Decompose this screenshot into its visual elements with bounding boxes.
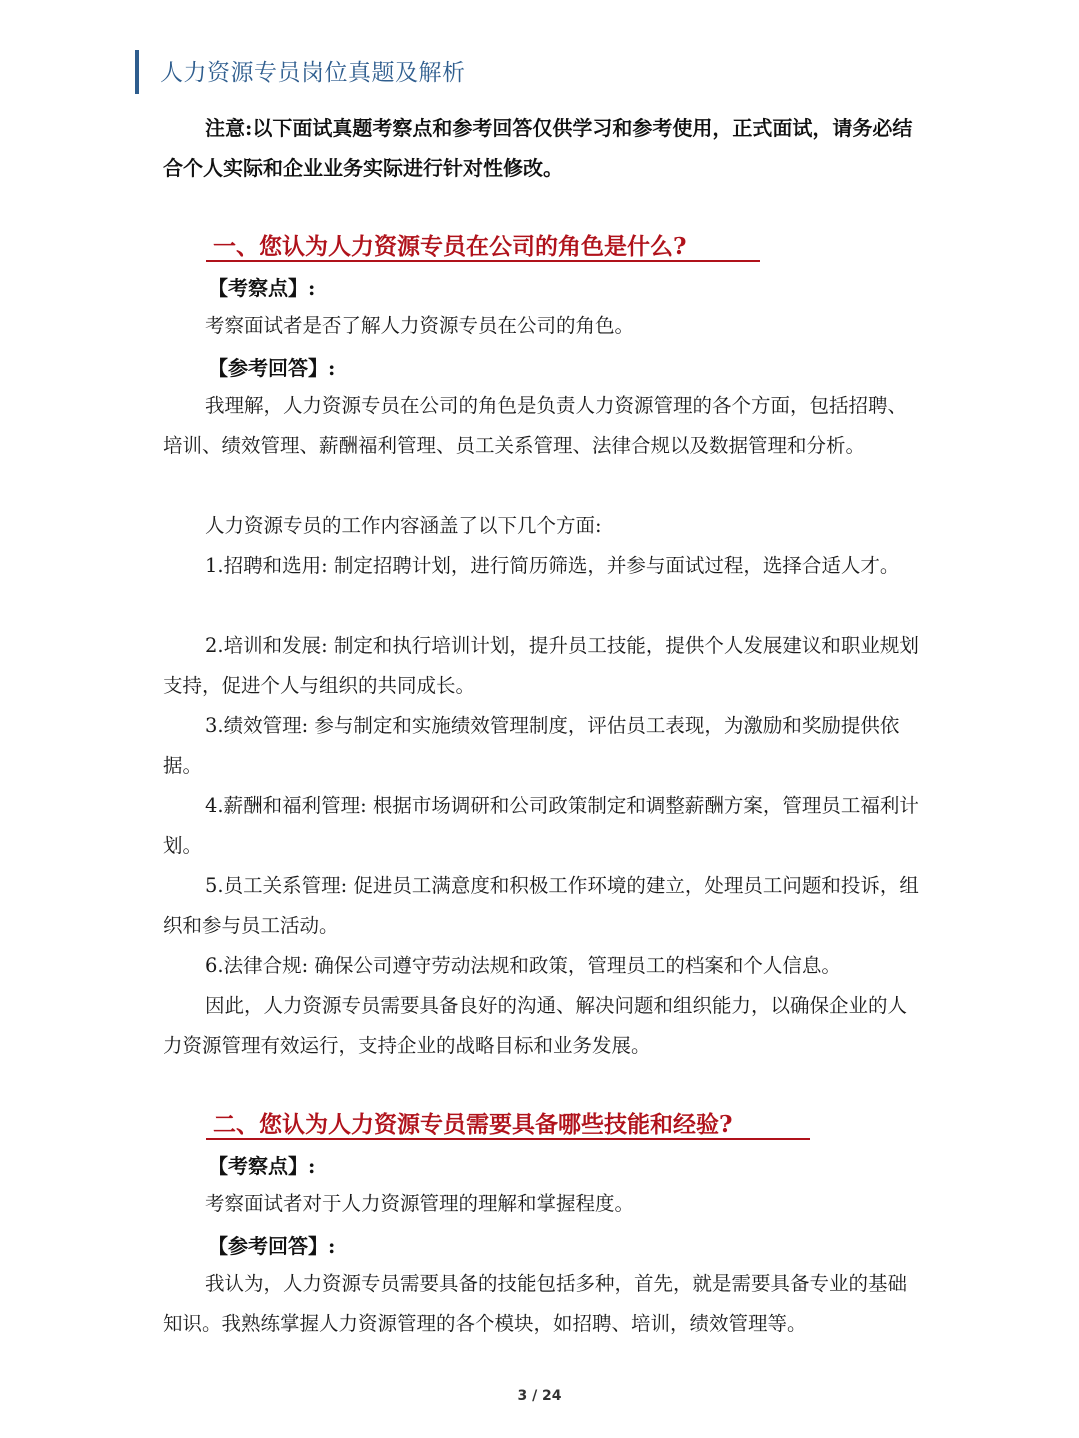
section-1-paragraph: 人力资源专员的工作内容涵盖了以下几个方面: [205,514,602,537]
section-2-paragraph: 我认为，人力资源专员需要具备的技能包括多种，首先，就是需要具备专业的基础知识。我熟练掌握人力资源管理的各个模块，如招聘、培训，绩效管理等。 [163,1272,908,1335]
section-1-answer-label: 【参考回答】: [208,356,336,380]
section-1-underline [206,260,760,262]
section-1-paragraph: 因此，人力资源专员需要具备良好的沟通、解决问题和组织能力，以确保企业的人力资源管理有效运行，支持企业的战略目标和业务发展。 [163,994,908,1057]
section-1-paragraph: 3.绩效管理: 参与制定和实施绩效管理制度，评估员工表现，为激励和奖励提供依据。 [163,714,900,777]
section-2-focus-label: 【考察点】: [208,1154,316,1178]
section-1-paragraph: 4.薪酬和福利管理: 根据市场调研和公司政策制定和调整薪酬方案，管理员工福利计划。 [163,794,919,857]
section-1-heading: 一、您认为人力资源专员在公司的角色是什么? [213,233,687,260]
section-1-paragraph: 2.培训和发展: 制定和执行培训计划，提升员工技能，提供个人发展建议和职业规划支持，促进个人与组织的共同成长。 [163,634,919,697]
document-title: 人力资源专员岗位真题及解析 [160,60,466,86]
header-accent-bar [135,50,139,94]
section-1-paragraph: 我理解，人力资源专员在公司的角色是负责人力资源管理的各个方面，包括招聘、培训、绩效管理、薪酬福利管理、员工关系管理、法律合规以及数据管理和分析。 [163,394,908,457]
page-indicator: 3 / 24 [517,1388,562,1404]
section-1-paragraph: 6.法律合规: 确保公司遵守劳动法规和政策，管理员工的档案和个人信息。 [205,954,841,977]
section-1-focus-label: 【考察点】: [208,276,316,300]
section-2-heading: 二、您认为人力资源专员需要具备哪些技能和经验? [213,1111,733,1138]
section-2-underline [206,1138,810,1140]
section-2-focus-text: 考察面试者对于人力资源管理的理解和掌握程度。 [205,1192,635,1215]
section-1-paragraph: 5.员工关系管理: 促进员工满意度和积极工作环境的建立，处理员工问题和投诉，组织和参与员工活动。 [163,874,919,937]
section-2-answer-label: 【参考回答】: [208,1234,336,1258]
notice-text: 注意:以下面试真题考察点和参考回答仅供学习和参考使用，正式面试，请务必结合个人实际和企业业务实际进行针对性修改。 [163,116,913,180]
section-1-focus-text: 考察面试者是否了解人力资源专员在公司的角色。 [205,314,635,337]
section-1-paragraph: 1.招聘和选用: 制定招聘计划，进行简历筛选，并参与面试过程，选择合适人才。 [205,554,900,577]
